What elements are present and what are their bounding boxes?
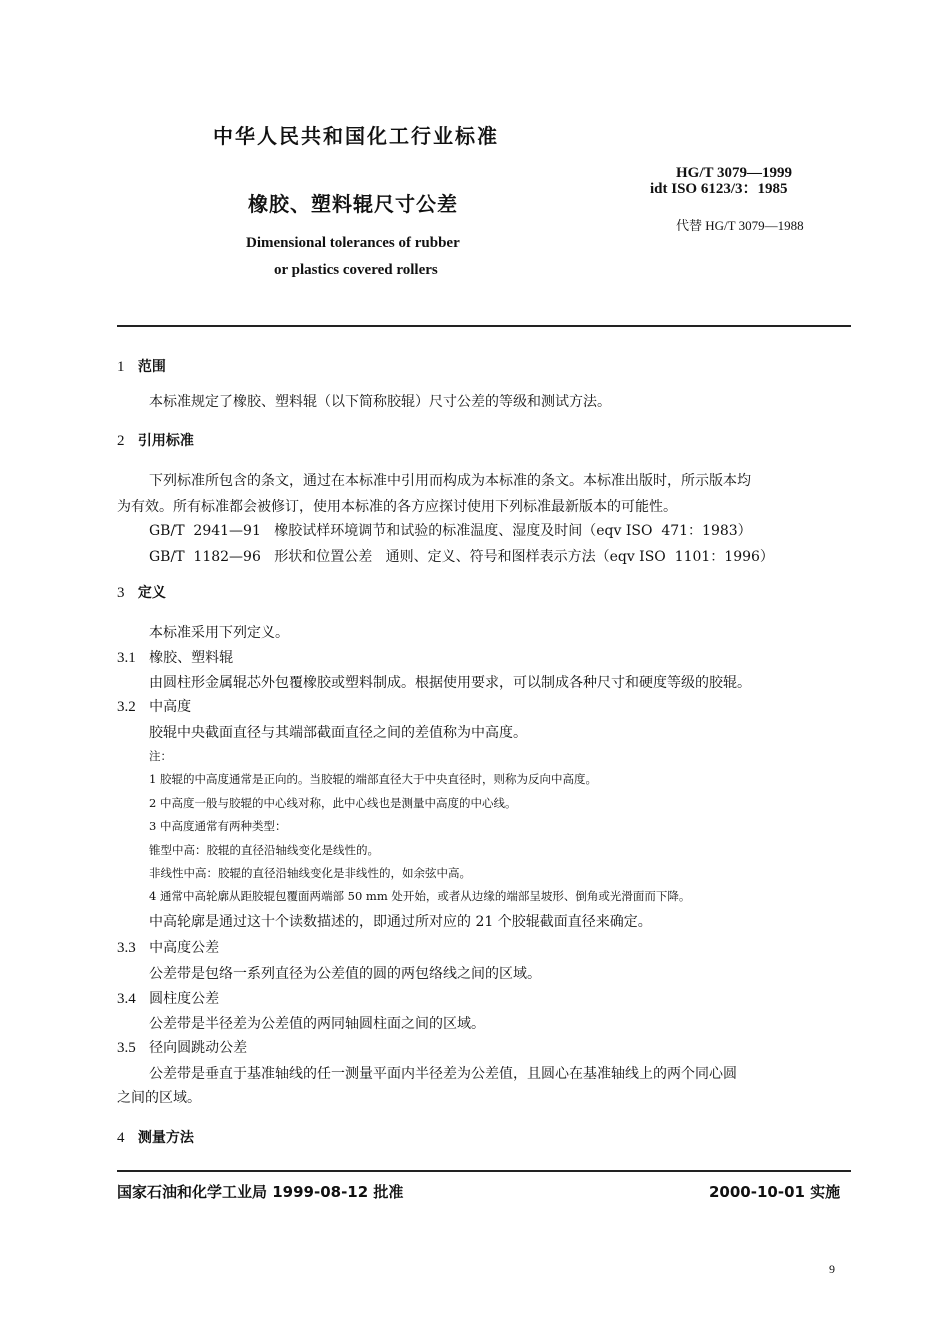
definition-3-2-text: 胶辊中央截面直径与其端部截面直径之间的差值称为中高度。	[149, 725, 527, 741]
reference-gbt-2941: GB/T 2941—91 橡胶试样环境调节和试验的标准温度、湿度及时间（eqv ISO 471：1983）	[149, 523, 752, 539]
note-4: 4 通常中高轮廓从距胶辊包覆面两端部 50 mm 处开始，或者从边缘的端部呈坡形、倒角或光滑面而下降。	[149, 889, 691, 903]
definition-3-3-text: 公差带是包络一系列直径为公差值的圆的两包络线之间的区域。	[149, 966, 541, 982]
title-english-line2: or plastics covered rollers	[274, 262, 438, 278]
replaces-standard: 代替 HG/T 3079—1988	[676, 218, 804, 233]
standard-number: HG/T 3079—1999	[676, 165, 792, 181]
approval-statement: 国家石油和化学工业局 1999-08-12 批准	[117, 1183, 404, 1201]
note-label: 注：	[149, 749, 172, 763]
note-1: 1 胶辊的中高度通常是正向的。当胶辊的端部直径大于中央直径时，则称为反向中高度。	[149, 772, 597, 786]
note-2: 2 中高度一般与胶辊的中心线对称，此中心线也是测量中高度的中心线。	[149, 796, 517, 810]
definition-3-1-heading: 3.1 橡胶、塑料辊	[117, 650, 234, 666]
title-english-line1: Dimensional tolerances of rubber	[246, 235, 460, 251]
effective-date: 2000-10-01 实施	[709, 1183, 841, 1201]
definition-3-5-text-line1: 公差带是垂直于基准轴线的任一测量平面内半径差为公差值，且圆心在基准轴线上的两个同心圆	[149, 1066, 737, 1082]
footer-divider	[117, 1170, 851, 1172]
section-3-intro: 本标准采用下列定义。	[149, 625, 289, 641]
section-3-heading: 3 定义	[117, 585, 166, 601]
definition-3-2-profile-text: 中高轮廓是通过这十个读数描述的，即通过所对应的 21 个胶辊截面直径来确定。	[149, 914, 652, 930]
section-1-heading: 1 范围	[117, 359, 166, 375]
title-chinese: 橡胶、塑料辊尺寸公差	[248, 192, 458, 216]
definition-3-3-heading: 3.3 中高度公差	[117, 940, 220, 956]
note-3-nonlinear: 非线性中高：胶辊的直径沿轴线变化是非线性的，如余弦中高。	[149, 866, 471, 880]
section-2-paragraph-line1: 下列标准所包含的条文，通过在本标准中引用而构成为本标准的条文。本标准出版时，所示版本均	[149, 473, 751, 489]
definition-3-4-text: 公差带是半径差为公差值的两同轴圆柱面之间的区域。	[149, 1016, 485, 1032]
definition-3-5-text-line2: 之间的区域。	[117, 1090, 201, 1106]
note-3: 3 中高度通常有两种类型：	[149, 819, 287, 833]
idt-reference: idt ISO 6123/3：1985	[650, 181, 788, 197]
note-3-tapered: 锥型中高：胶辊的直径沿轴线变化是线性的。	[149, 843, 379, 857]
section-2-paragraph-line2: 为有效。所有标准都会被修订，使用本标准的各方应探讨使用下列标准最新版本的可能性。	[117, 499, 677, 515]
definition-3-4-heading: 3.4 圆柱度公差	[117, 991, 220, 1007]
issuing-body: 中华人民共和国化工行业标准	[213, 124, 499, 148]
reference-gbt-1182: GB/T 1182—96 形状和位置公差 通则、定义、符号和图样表示方法（eqv ISO 1101：1996）	[149, 549, 774, 565]
page-number: 9	[829, 1262, 835, 1276]
section-4-heading: 4 测量方法	[117, 1130, 194, 1146]
section-1-text: 本标准规定了橡胶、塑料辊（以下简称胶辊）尺寸公差的等级和测试方法。	[149, 394, 611, 410]
header-divider	[117, 325, 851, 327]
section-2-heading: 2 引用标准	[117, 433, 194, 449]
definition-3-1-text: 由圆柱形金属辊芯外包覆橡胶或塑料制成。根据使用要求，可以制成各种尺寸和硬度等级的胶辊。	[149, 675, 751, 691]
definition-3-2-heading: 3.2 中高度	[117, 699, 192, 715]
definition-3-5-heading: 3.5 径向圆跳动公差	[117, 1040, 248, 1056]
